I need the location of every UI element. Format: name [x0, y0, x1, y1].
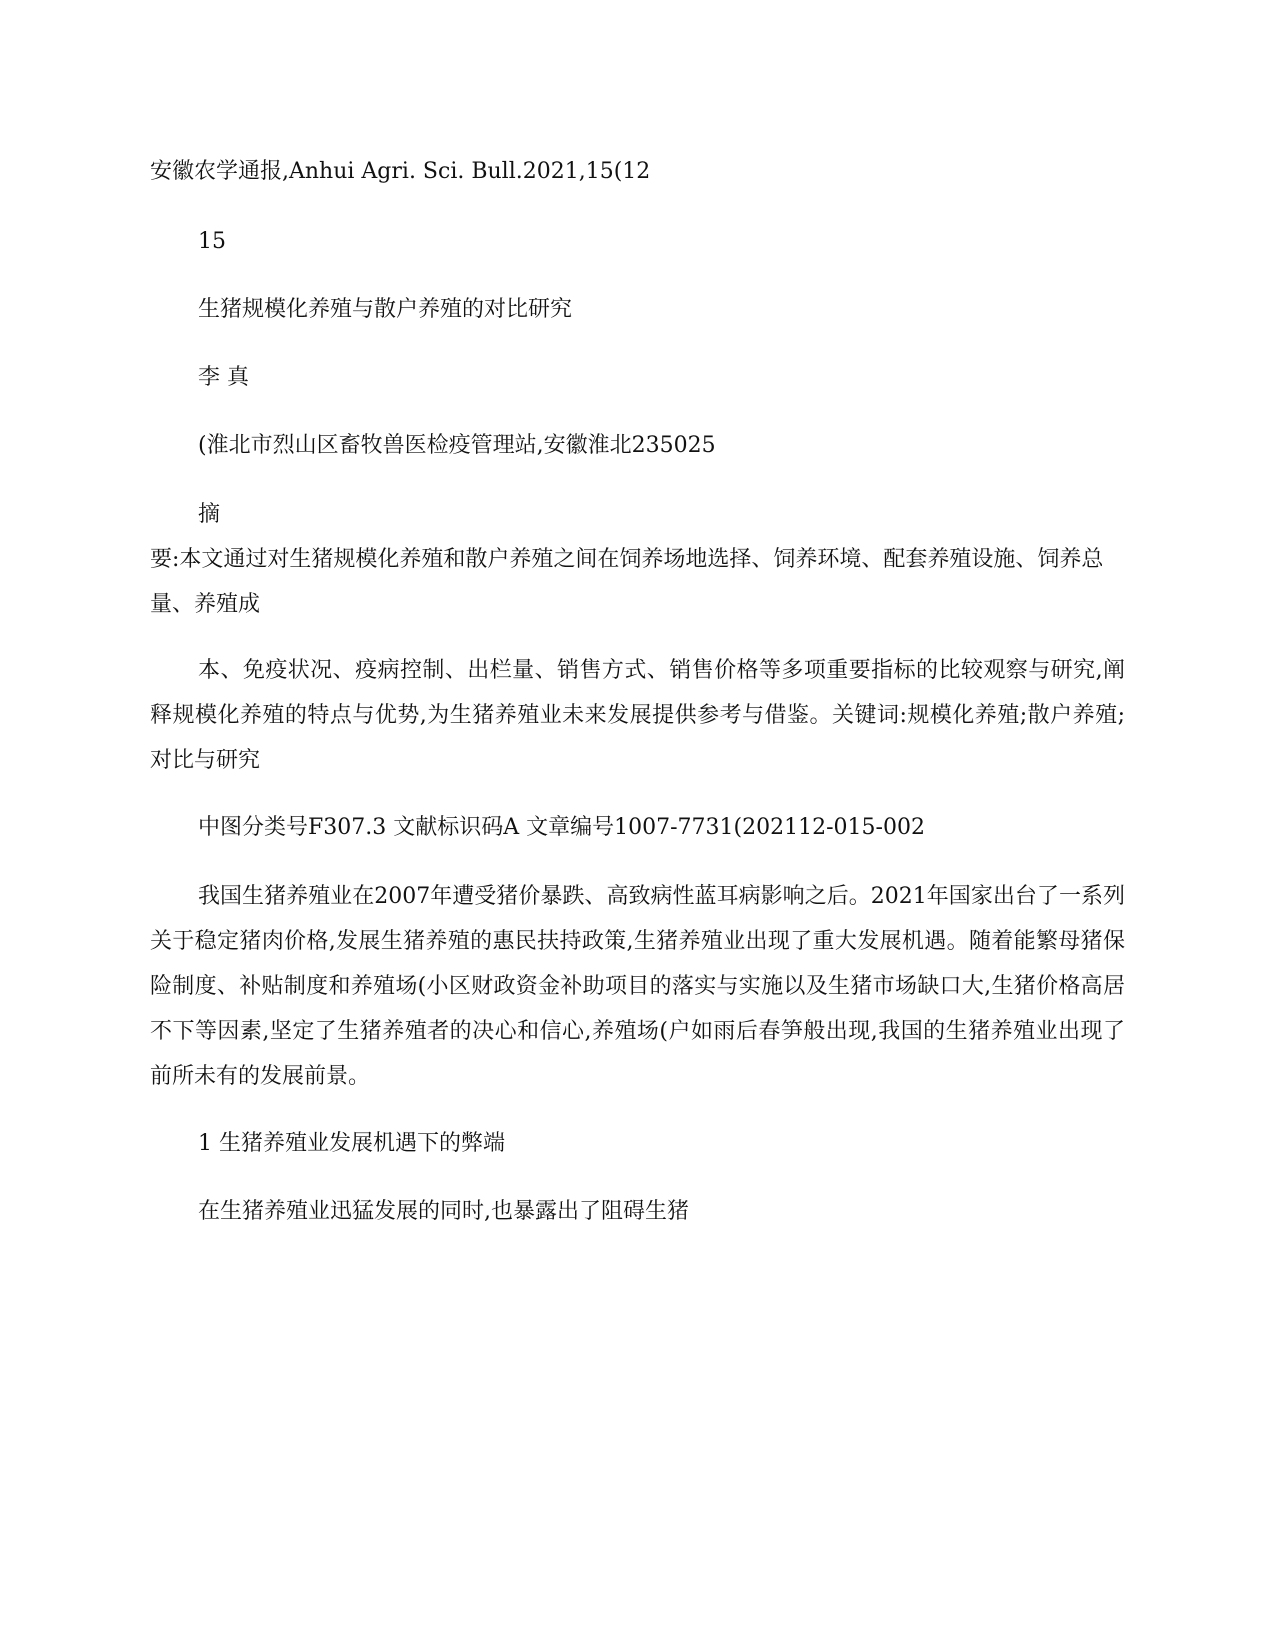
abstract-text-part1: 要:本文通过对生猪规模化养殖和散户养殖之间在饲养场地选择、饲养环境、配套养殖设施、饲养总量、养殖成 [150, 547, 1104, 617]
journal-citation: 安徽农学通报,Anhui Agri. Sci. Bull.2021,15(12 [150, 159, 651, 184]
author-name: 李 真 [198, 365, 249, 390]
page-number: 15 [198, 229, 226, 254]
abstract-text-part2: 本、免疫状况、疫病控制、出栏量、销售方式、销售价格等多项重要指标的比较观察与研究,阐释规模化养殖的特点与优势,为生猪养殖业未来发展提供参考与借鉴。关键词:规模化养殖;散户养殖;对比与研究 [150, 658, 1125, 773]
intro-paragraph: 我国生猪养殖业在2007年遭受猪价暴跌、高致病性蓝耳病影响之后。2021年国家出台了一系列关于稳定猪肉价格,发展生猪养殖的惠民扶持政策,生猪养殖业出现了重大发展机遇。随着能繁母猪保险制度、补贴制度和养殖场(小区财政资金补助项目的落实与实施以及生猪市场缺口大,生猪价格高居不下等因素,坚定了生猪养殖者的决心和信心,养殖场(户如雨后春笋般出现,我国的生猪养殖业出现了前所未有的发展前景。 [150, 884, 1125, 1089]
author-affiliation: (淮北市烈山区畜牧兽医检疫管理站,安徽淮北235025 [198, 433, 716, 458]
abstract-block [150, 492, 1125, 627]
abstract-label: 摘 [198, 502, 221, 527]
article-title: 生猪规模化养殖与散户养殖的对比研究 [198, 297, 573, 322]
section-paragraph: 在生猪养殖业迅猛发展的同时,也暴露出了阻碍生猪 [198, 1199, 689, 1224]
section-heading: 1 生猪养殖业发展机遇下的弊端 [198, 1131, 505, 1156]
classification-line: 中图分类号F307.3 文献标识码A 文章编号1007-7731(202112-015-002 [198, 815, 925, 840]
